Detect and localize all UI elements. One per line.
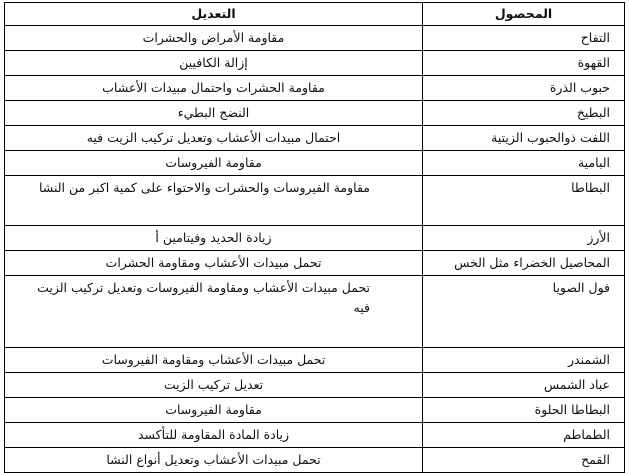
crop-cell: البطاطا الحلوة	[423, 398, 625, 423]
modification-cell: مقاومة الفيروسات	[5, 151, 423, 176]
crop-cell: الأرز	[423, 226, 625, 251]
table-row	[5, 126, 625, 151]
crop-cell: الطماطم	[423, 423, 625, 448]
table-header-row	[5, 3, 625, 26]
crop-cell: حبوب الذرة	[423, 76, 625, 101]
crop-cell: القهوة	[423, 51, 625, 76]
table-row	[5, 101, 625, 126]
table-row	[5, 226, 625, 251]
modification-cell: زيادة المادة المقاومة للتأكسد	[5, 423, 423, 448]
crop-cell: عباد الشمس	[423, 373, 625, 398]
modification-cell: تحمل مبيدات الأعشاب ومقاومة الحشرات	[5, 251, 423, 276]
table-row	[5, 448, 625, 473]
crop-cell: البطاطا	[423, 176, 625, 226]
modification-cell: إزالة الكافيين	[5, 51, 423, 76]
crop-cell: الشمندر	[423, 348, 625, 373]
modification-cell: النضج البطيء	[5, 101, 423, 126]
header-crop: المحصول	[423, 3, 625, 26]
table-row	[5, 26, 625, 51]
crop-cell: القمح	[423, 448, 625, 473]
table-row	[5, 176, 625, 226]
crop-cell: اللفت ذوالحبوب الزيتية	[423, 126, 625, 151]
modification-cell: مقاومة الفيروسات	[5, 398, 423, 423]
table-row	[5, 348, 625, 373]
table-row	[5, 76, 625, 101]
crop-modification-table	[4, 2, 625, 473]
table-row	[5, 423, 625, 448]
crop-cell: المحاصيل الخضراء مثل الخس	[423, 251, 625, 276]
modification-cell: تحمل مبيدات الأعشاب ومقاومة الفيروسات	[5, 348, 423, 373]
modification-cell: احتمال مبيدات الأعشاب وتعديل تركيب الزيت فيه	[5, 126, 423, 151]
modification-cell: مقاومة الفيروسات والحشرات والاحتواء على كمية اكبر من النشا	[5, 176, 423, 226]
crop-cell: البامية	[423, 151, 625, 176]
table-row	[5, 251, 625, 276]
modification-cell: مقاومة الحشرات واحتمال مبيدات الأعشاب	[5, 76, 423, 101]
crop-cell: فول الصويا	[423, 276, 625, 348]
table-row	[5, 51, 625, 76]
header-modification: التعديل	[5, 3, 423, 26]
crop-cell: التفاح	[423, 26, 625, 51]
crop-cell: البطيخ	[423, 101, 625, 126]
modification-cell: تحمل مبيدات الأعشاب ومقاومة الفيروسات وتعديل تركيب الزيت فيه	[5, 276, 423, 348]
modification-cell: مقاومة الأمراض والحشرات	[5, 26, 423, 51]
modification-cell: تحمل مبيدات الأعشاب وتعديل أنواع النشا	[5, 448, 423, 473]
table-row	[5, 151, 625, 176]
table-row	[5, 373, 625, 398]
table-row	[5, 276, 625, 348]
modification-cell: تعديل تركيب الزيت	[5, 373, 423, 398]
modification-cell: زيادة الحديد وفيتامين أ	[5, 226, 423, 251]
table-row	[5, 398, 625, 423]
